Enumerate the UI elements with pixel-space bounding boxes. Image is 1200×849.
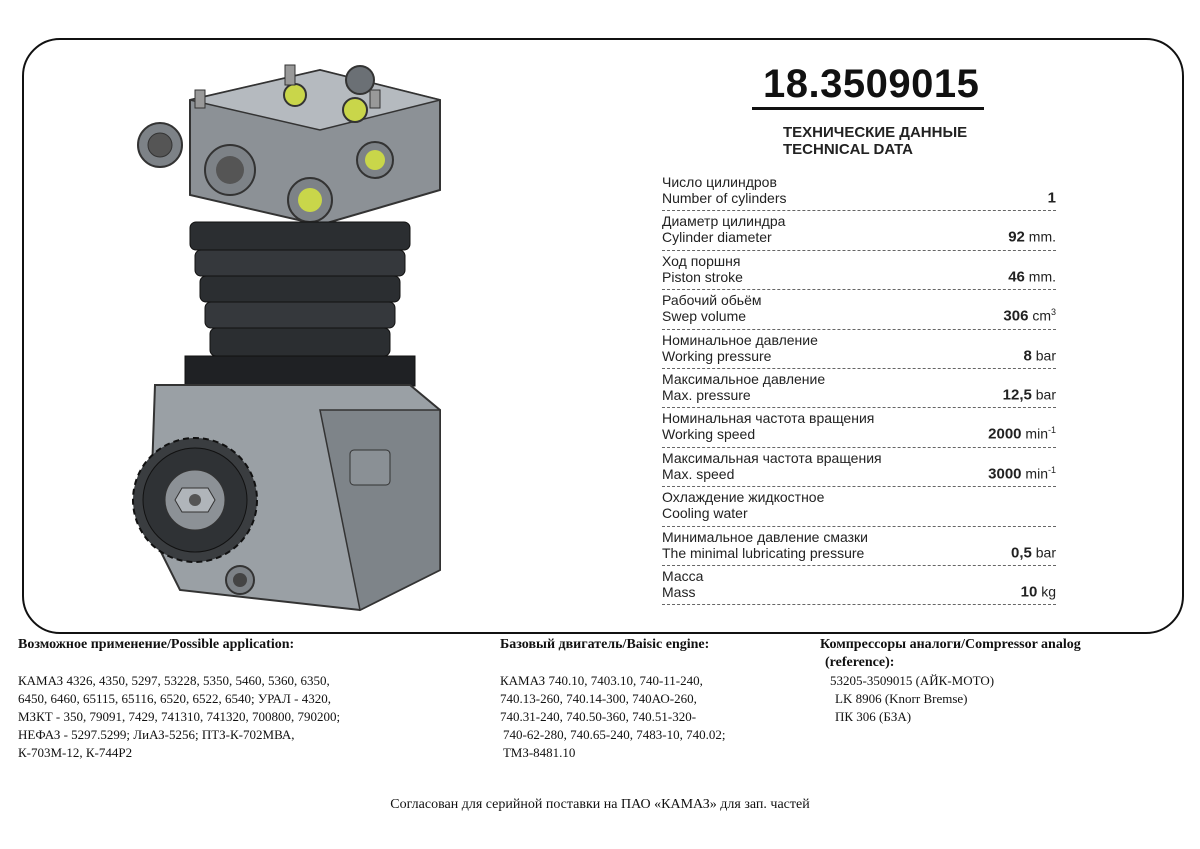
- spec-label-en: Working pressure: [662, 347, 772, 364]
- spec-number: 2000: [988, 426, 1022, 443]
- spec-label-ru: Максимальное давление: [662, 370, 826, 387]
- spec-value: [1048, 189, 1056, 207]
- spec-label-ru: Максимальная частота вращения: [662, 449, 882, 466]
- spec-unit: min: [1025, 465, 1048, 482]
- spec-value: [1011, 544, 1056, 562]
- analogs-section: [820, 636, 1081, 726]
- technical-data-title-en: TECHNICAL DATA: [783, 141, 913, 158]
- base-engine-line: 740-62-280, 740.65-240, 7483-10, 740.02;: [503, 727, 726, 742]
- spec-unit-sup: -1: [1047, 464, 1056, 475]
- spec-unit: bar: [1035, 544, 1056, 561]
- application-section: [18, 636, 340, 762]
- spacer: [500, 654, 725, 672]
- spec-value: [988, 425, 1056, 443]
- application-line: КАМАЗ 4326, 4350, 5297, 53228, 5350, 5460, 5360, 6350,: [18, 673, 330, 688]
- technical-data-title: [783, 124, 967, 158]
- spec-row: [662, 487, 1056, 526]
- spec-row: [662, 527, 1056, 566]
- base-engine-line: КАМАЗ 740.10, 7403.10, 740-11-240,: [500, 673, 703, 688]
- spec-number: 46: [1008, 268, 1025, 286]
- spec-label-ru: Минимальное давление смазки: [662, 528, 868, 545]
- base-engine-line: 740.13-260, 740.14-300, 740АО-260,: [500, 691, 697, 706]
- spec-unit: kg: [1041, 583, 1056, 600]
- spec-label-ru: Число цилиндров: [662, 174, 777, 190]
- spec-row: [662, 330, 1056, 369]
- spec-unit: mm.: [1028, 268, 1056, 285]
- analog-line: 53205-3509015 (АЙК-МОТО): [830, 673, 995, 688]
- spec-row: [662, 448, 1056, 487]
- spec-label-ru: Охлаждение жидкостное: [662, 489, 825, 506]
- spec-label-en: Max. speed: [662, 465, 735, 482]
- spec-number: 1: [1047, 189, 1056, 207]
- spec-value: [988, 465, 1056, 483]
- spec-label-ru: Номинальное давление: [662, 331, 818, 348]
- spec-label-ru: Ход поршня: [662, 252, 741, 269]
- spec-row: [662, 369, 1056, 408]
- spec-row: [662, 172, 1056, 211]
- spec-unit: mm.: [1028, 229, 1056, 246]
- spec-number: 92: [1008, 229, 1025, 247]
- application-line: 6450, 6460, 65115, 65116, 6520, 6522, 6540; УРАЛ - 4320,: [18, 691, 331, 706]
- spec-row: [662, 566, 1056, 605]
- spec-number: 306: [1003, 307, 1029, 325]
- spec-label-en: Cooling water: [662, 505, 748, 522]
- spec-table: [662, 172, 1056, 605]
- spec-label-ru: Рабочий обьём: [662, 292, 762, 309]
- spec-unit: cm: [1032, 307, 1051, 324]
- spec-value: [1008, 268, 1056, 286]
- spec-number: 8: [1023, 347, 1032, 365]
- technical-data-title-ru: ТЕХНИЧЕСКИЕ ДАННЫЕ: [783, 124, 968, 141]
- spec-unit: bar: [1035, 347, 1056, 364]
- spec-label-en: Swep volume: [662, 308, 747, 325]
- spec-row: [662, 211, 1056, 250]
- spec-unit: min: [1025, 426, 1048, 442]
- analog-line: ПК 306 (БЗА): [835, 709, 912, 724]
- spec-number: 12,5: [1002, 386, 1032, 404]
- spec-label-ru: Номинальная частота вращения: [662, 410, 875, 427]
- spec-label-en: Mass: [662, 583, 696, 600]
- spec-label-ru: Диаметр цилиндра: [662, 213, 786, 230]
- spec-label-en: Cylinder diameter: [662, 229, 772, 246]
- base-engine-heading: Базовый двигатель/Baisic engine:: [500, 637, 710, 652]
- spec-unit-sup: 3: [1050, 307, 1056, 318]
- spec-value: [1024, 347, 1056, 365]
- spec-label-en: Piston stroke: [662, 268, 743, 285]
- part-number: 18.3509015: [763, 62, 980, 106]
- spec-unit: bar: [1035, 386, 1056, 403]
- application-line: НЕФАЗ - 5297.5299; ЛиАЗ-5256; ПТЗ-К-702МВА,: [18, 727, 295, 742]
- spec-label-en: The minimal lubricating pressure: [662, 544, 865, 561]
- spec-row: [662, 251, 1056, 290]
- spec-unit-sup: -1: [1047, 425, 1056, 436]
- spec-number: 3000: [988, 465, 1022, 483]
- spec-number: 10: [1020, 583, 1038, 601]
- spec-label-en: Working speed: [662, 426, 756, 443]
- base-engine-line: 740.31-240, 740.50-360, 740.51-320-: [500, 709, 697, 724]
- spec-value: [1021, 583, 1056, 601]
- analog-line: LK 8906 (Knorr Bremse): [835, 691, 968, 706]
- part-number-underline: [752, 107, 984, 110]
- spec-number: 0,5: [1011, 544, 1032, 562]
- spec-row: [662, 408, 1056, 447]
- compressor-image: [120, 50, 460, 620]
- base-engine-section: [500, 636, 725, 762]
- base-engine-line: ТМЗ-8481.10: [503, 745, 576, 760]
- spec-row: [662, 290, 1056, 329]
- spec-label-en: Number of cylinders: [662, 190, 787, 206]
- spec-value: [1008, 228, 1056, 246]
- analogs-heading: Компрессоры аналоги/Compressor analog: [820, 637, 1081, 652]
- spec-value: [1003, 386, 1056, 404]
- application-heading: Возможное применение/Possible application:: [18, 637, 295, 652]
- spec-label-en: Max. pressure: [662, 386, 751, 403]
- spec-value: [1003, 307, 1056, 325]
- spacer: [18, 654, 340, 672]
- spec-label-ru: Масса: [662, 567, 704, 584]
- application-line: МЗКТ - 350, 79091, 7429, 741310, 741320, 700800, 790200;: [18, 709, 341, 724]
- application-line: К-703М-12, К-744Р2: [18, 745, 133, 760]
- analogs-heading-reference: (reference):: [825, 655, 895, 670]
- footer-note: Согласован для серийной поставки на ПАО «КАМАЗ» для зап. частей: [390, 797, 810, 812]
